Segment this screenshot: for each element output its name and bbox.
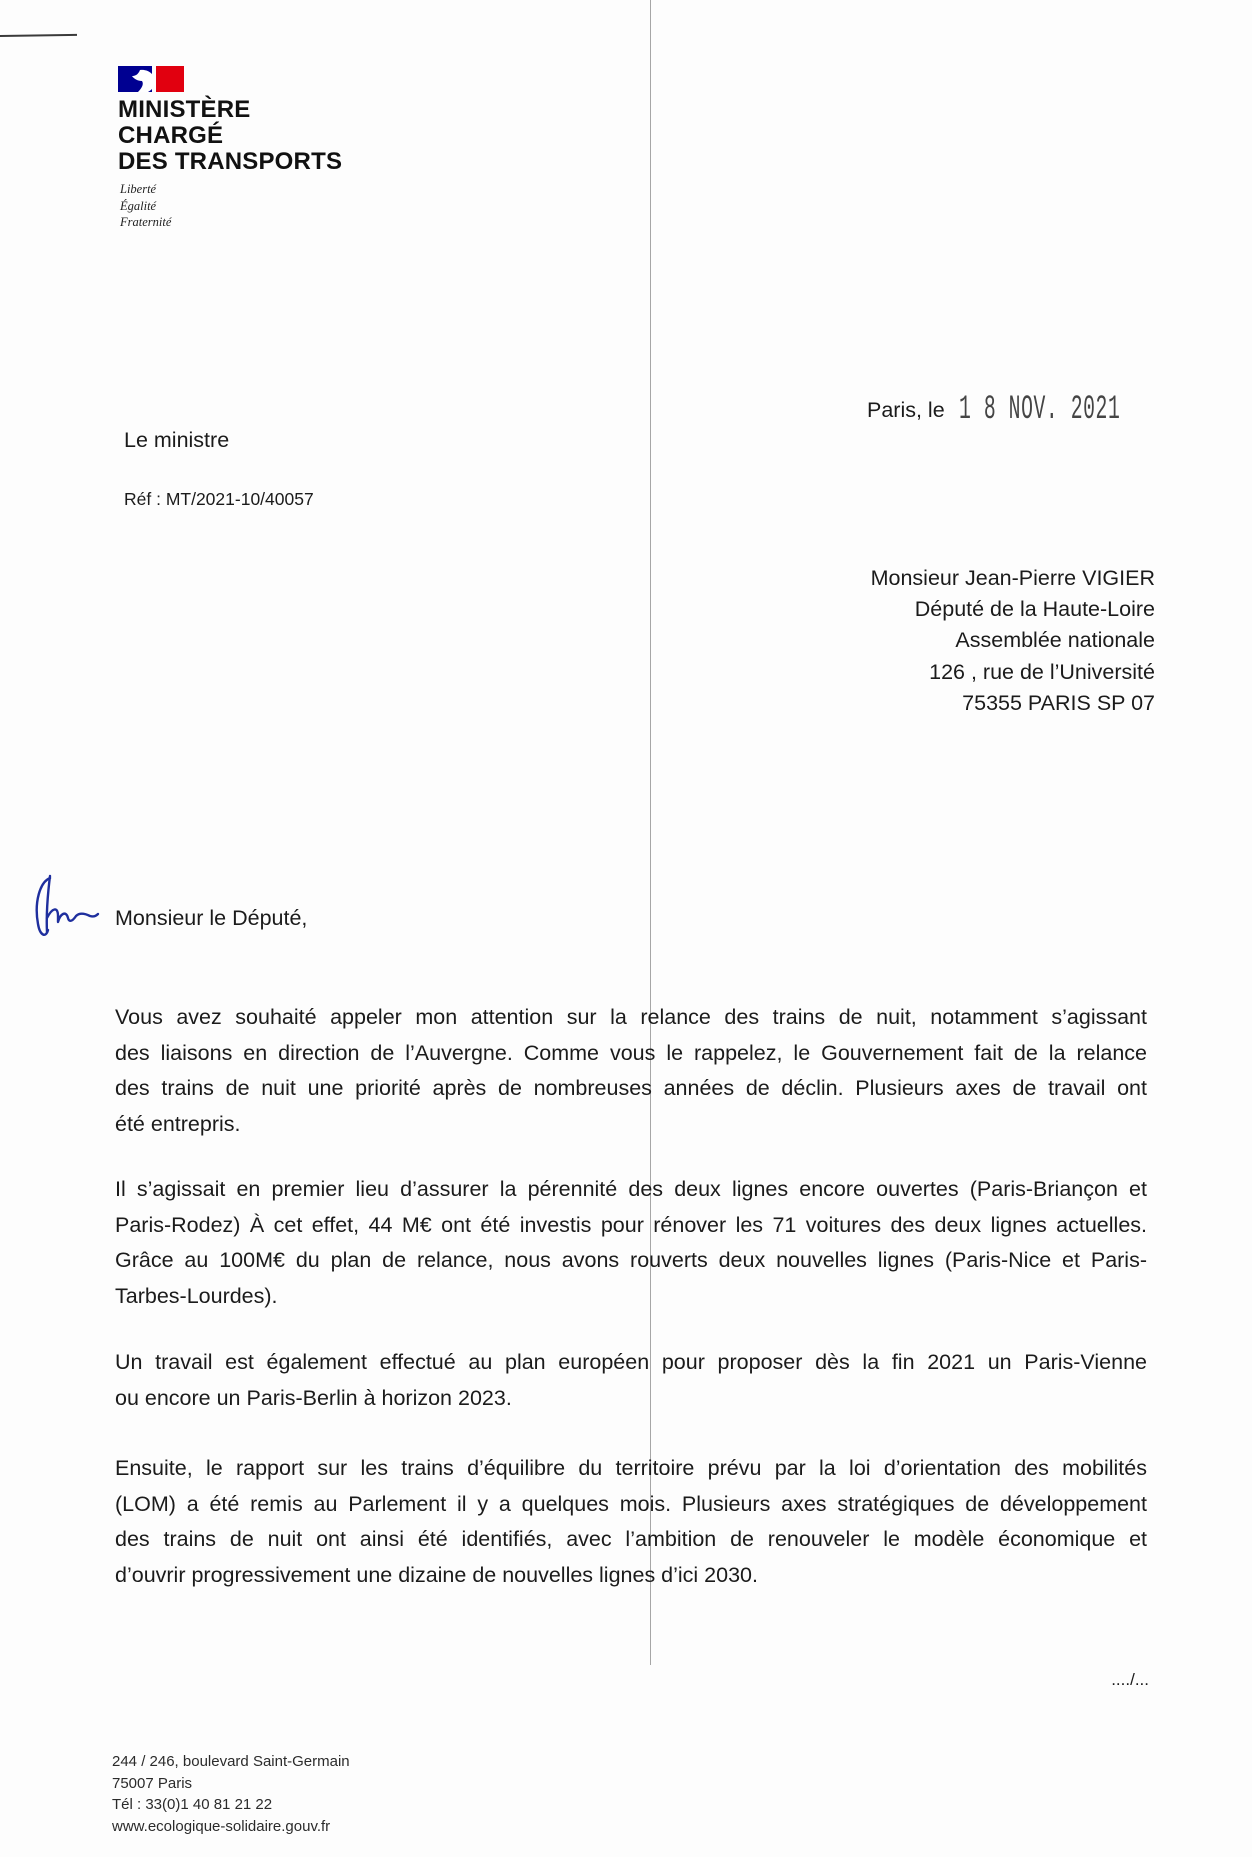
recipient-address	[871, 563, 1155, 719]
recipient-line: Député de la Haute-Loire	[914, 597, 1155, 622]
republic-motto	[120, 181, 171, 231]
footer-website: www.ecologique-solidaire.gouv.fr	[112, 1817, 331, 1835]
body-line: Tarbes-Lourdes).	[115, 1283, 278, 1308]
reference-number: Réf : MT/2021-10/40057	[124, 489, 314, 509]
body-line: Il s’agissait en premier lieu d’assurer la pérennité des deux lignes encore ouvertes (Paris-Briançon et	[115, 1177, 1147, 1201]
body-paragraph	[115, 1172, 1147, 1314]
republic-motto-line: Liberté	[120, 182, 157, 196]
republic-motto-line: Fraternité	[120, 215, 172, 229]
handwritten-signature-icon	[30, 872, 100, 946]
body-paragraph	[115, 1345, 1147, 1416]
republic-motto-line: Égalité	[120, 198, 157, 213]
body-line: des liaisons en direction de l’Auvergne. Comme vous le rappelez, le Gouvernement fait de la relance	[115, 1040, 1147, 1065]
ministry-name-line: CHARGÉ	[118, 122, 224, 149]
recipient-line: Monsieur Jean-Pierre VIGIER	[870, 566, 1155, 590]
body-line: des trains de nuit ont ainsi été identifiés, avec l’ambition de renouveler le modèle économique et	[115, 1527, 1147, 1551]
body-paragraph	[115, 1451, 1147, 1593]
scan-mark	[0, 34, 77, 37]
body-line: des trains de nuit une priorité après de nombreuses années de déclin. Plusieurs axes de travail ont	[115, 1076, 1147, 1100]
continuation-mark: ..../...	[1111, 1670, 1149, 1689]
body-line: Grâce au 100M€ du plan de relance, nous avons rouverts deux nouvelles lignes (Paris-Nice et Paris-	[115, 1248, 1147, 1272]
ministry-name	[118, 97, 342, 175]
recipient-line: Assemblée nationale	[955, 628, 1155, 653]
recipient-line: 126 , rue de l’Université	[929, 659, 1155, 684]
body-line: été entrepris.	[115, 1111, 241, 1136]
sender-title: Le ministre	[124, 428, 230, 452]
date-prefix: Paris, le	[867, 398, 945, 422]
footer-address-line: 75007 Paris	[112, 1774, 193, 1792]
body-paragraph	[115, 1000, 1147, 1142]
body-line: Un travail est également effectué au plan européen pour proposer dès la fin 2021 un Paris-Vienne	[115, 1350, 1147, 1374]
body-line: Vous avez souhaité appeler mon attention sur la relance des trains de nuit, notamment s’agissant	[115, 1005, 1147, 1029]
body-line: d’ouvrir progressivement une dizaine de nouvelles lignes d’ici 2030.	[115, 1562, 758, 1587]
body-line: Paris-Rodez) À cet effet, 44 M€ ont été investis pour rénover les 71 voitures des deux lignes actuelles.	[115, 1212, 1147, 1237]
ministry-name-line: MINISTÈRE	[118, 96, 251, 123]
footer-phone: Tél : 33(0)1 40 81 21 22	[112, 1796, 273, 1813]
marianne-logo	[118, 66, 184, 92]
date-stamp: 1 8 NOV. 2021	[959, 391, 1121, 429]
recipient-line: 75355 PARIS SP 07	[962, 690, 1155, 715]
salutation: Monsieur le Député,	[115, 906, 308, 930]
body-line: Ensuite, le rapport sur les trains d’équilibre du territoire prévu par la loi d’orientation des mobilités	[115, 1456, 1147, 1480]
footer-address-line: 244 / 246, boulevard Saint-Germain	[112, 1753, 350, 1770]
body-line: ou encore un Paris-Berlin à horizon 2023.	[115, 1385, 512, 1410]
footer-address	[112, 1751, 350, 1837]
ministry-name-line: DES TRANSPORTS	[118, 148, 343, 175]
body-line: (LOM) a été remis au Parlement il y a quelques mois. Plusieurs axes stratégiques de développement	[115, 1491, 1147, 1516]
